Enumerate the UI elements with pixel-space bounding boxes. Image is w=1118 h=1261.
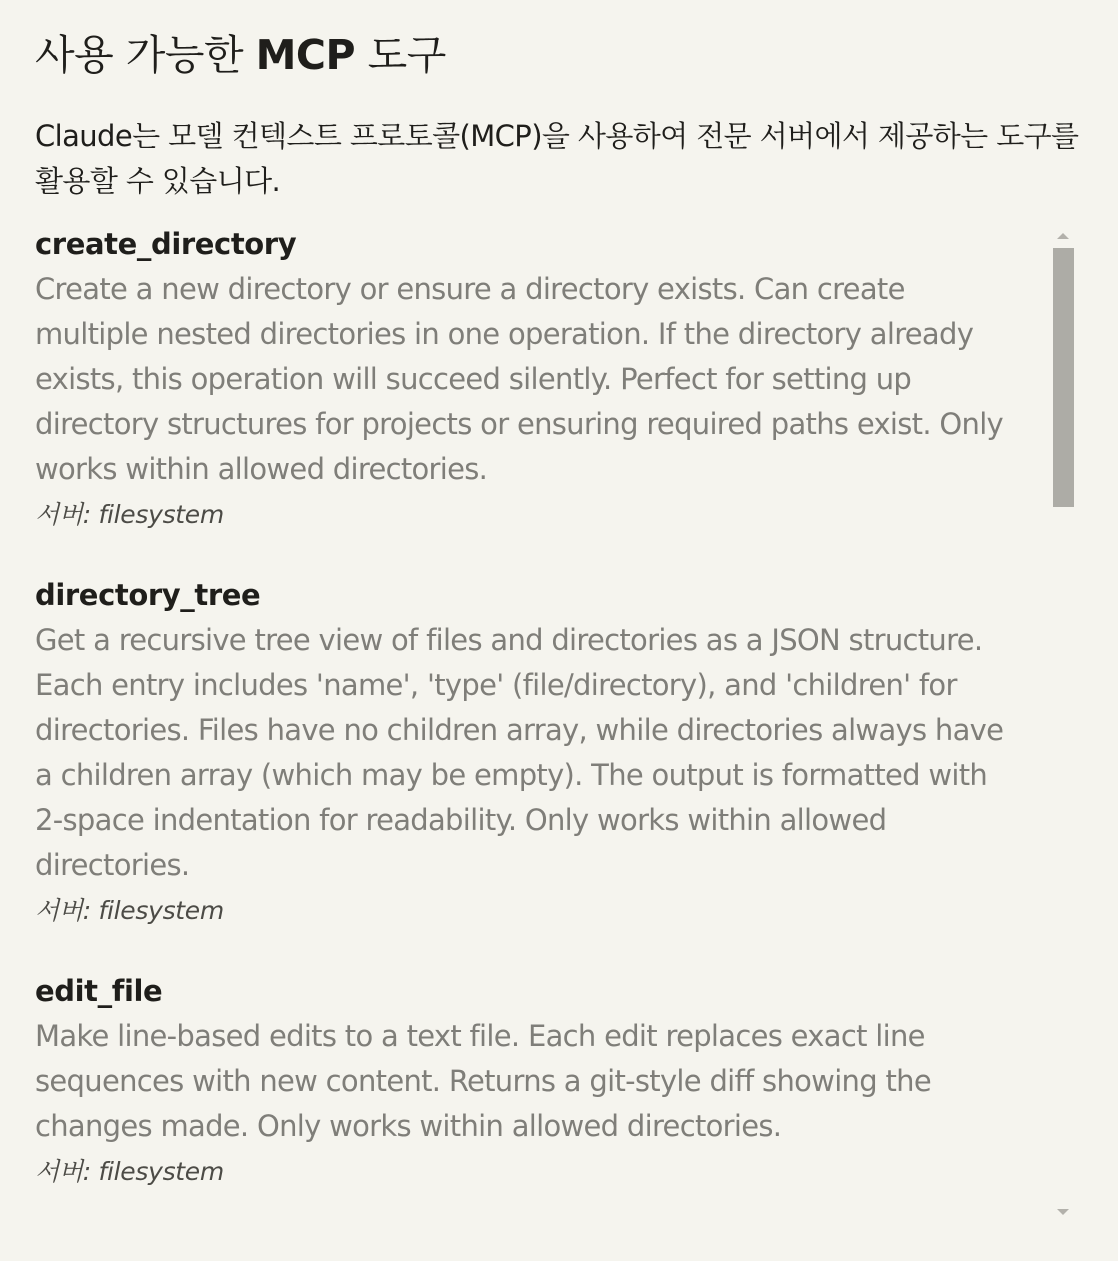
title-mcp: MCP xyxy=(255,31,356,79)
title-suffix: 도구 xyxy=(367,31,446,79)
tool-item-directory-tree xyxy=(35,573,1035,931)
tool-item-edit-file xyxy=(35,969,1035,1192)
tool-description: Make line-based edits to a text file. Each edit replaces exact line sequences with new content. Returns a git-style diff showing the changes made. Only works within allowed directories. xyxy=(35,1019,931,1143)
tool-list[interactable] xyxy=(0,222,1118,1222)
tool-server: 서버: filesystem xyxy=(35,1157,224,1186)
tool-name: create_directory xyxy=(35,227,297,261)
title-prefix: 사용 가능한 xyxy=(35,31,244,79)
tool-server: 서버: filesystem xyxy=(35,500,224,529)
tool-name: edit_file xyxy=(35,974,163,1008)
scrollbar-thumb[interactable] xyxy=(1053,248,1074,507)
tool-description: Create a new directory or ensure a directory exists. Can create multiple nested directories in one operation. If the directory already exists, this operation will succeed silently. Perfect for setting up directory structures for projects or ensuring required paths exist. Only works within allowed directories. xyxy=(35,272,1004,486)
tool-item-create-directory xyxy=(35,222,1035,535)
dialog-title xyxy=(35,22,446,81)
vertical-scrollbar[interactable] xyxy=(1053,228,1074,1218)
tool-name: directory_tree xyxy=(35,578,261,612)
chevron-up-icon[interactable] xyxy=(1057,233,1069,239)
tool-description: Get a recursive tree view of files and directories as a JSON structure. Each entry includes 'name', 'type' (file/directory), and 'children' for directories. Files have no children array, while directories always have a children array (which may be empty). The output is formatted with 2-space indentation for readability. Only works within allowed directories. xyxy=(35,623,1004,882)
tool-server: 서버: filesystem xyxy=(35,896,224,925)
dialog-intro: Claude는 모델 컨텍스트 프로토콜(MCP)을 사용하여 전문 서버에서 제공하는 도구를 활용할 수 있습니다. xyxy=(35,119,1079,198)
chevron-down-icon[interactable] xyxy=(1057,1209,1069,1215)
